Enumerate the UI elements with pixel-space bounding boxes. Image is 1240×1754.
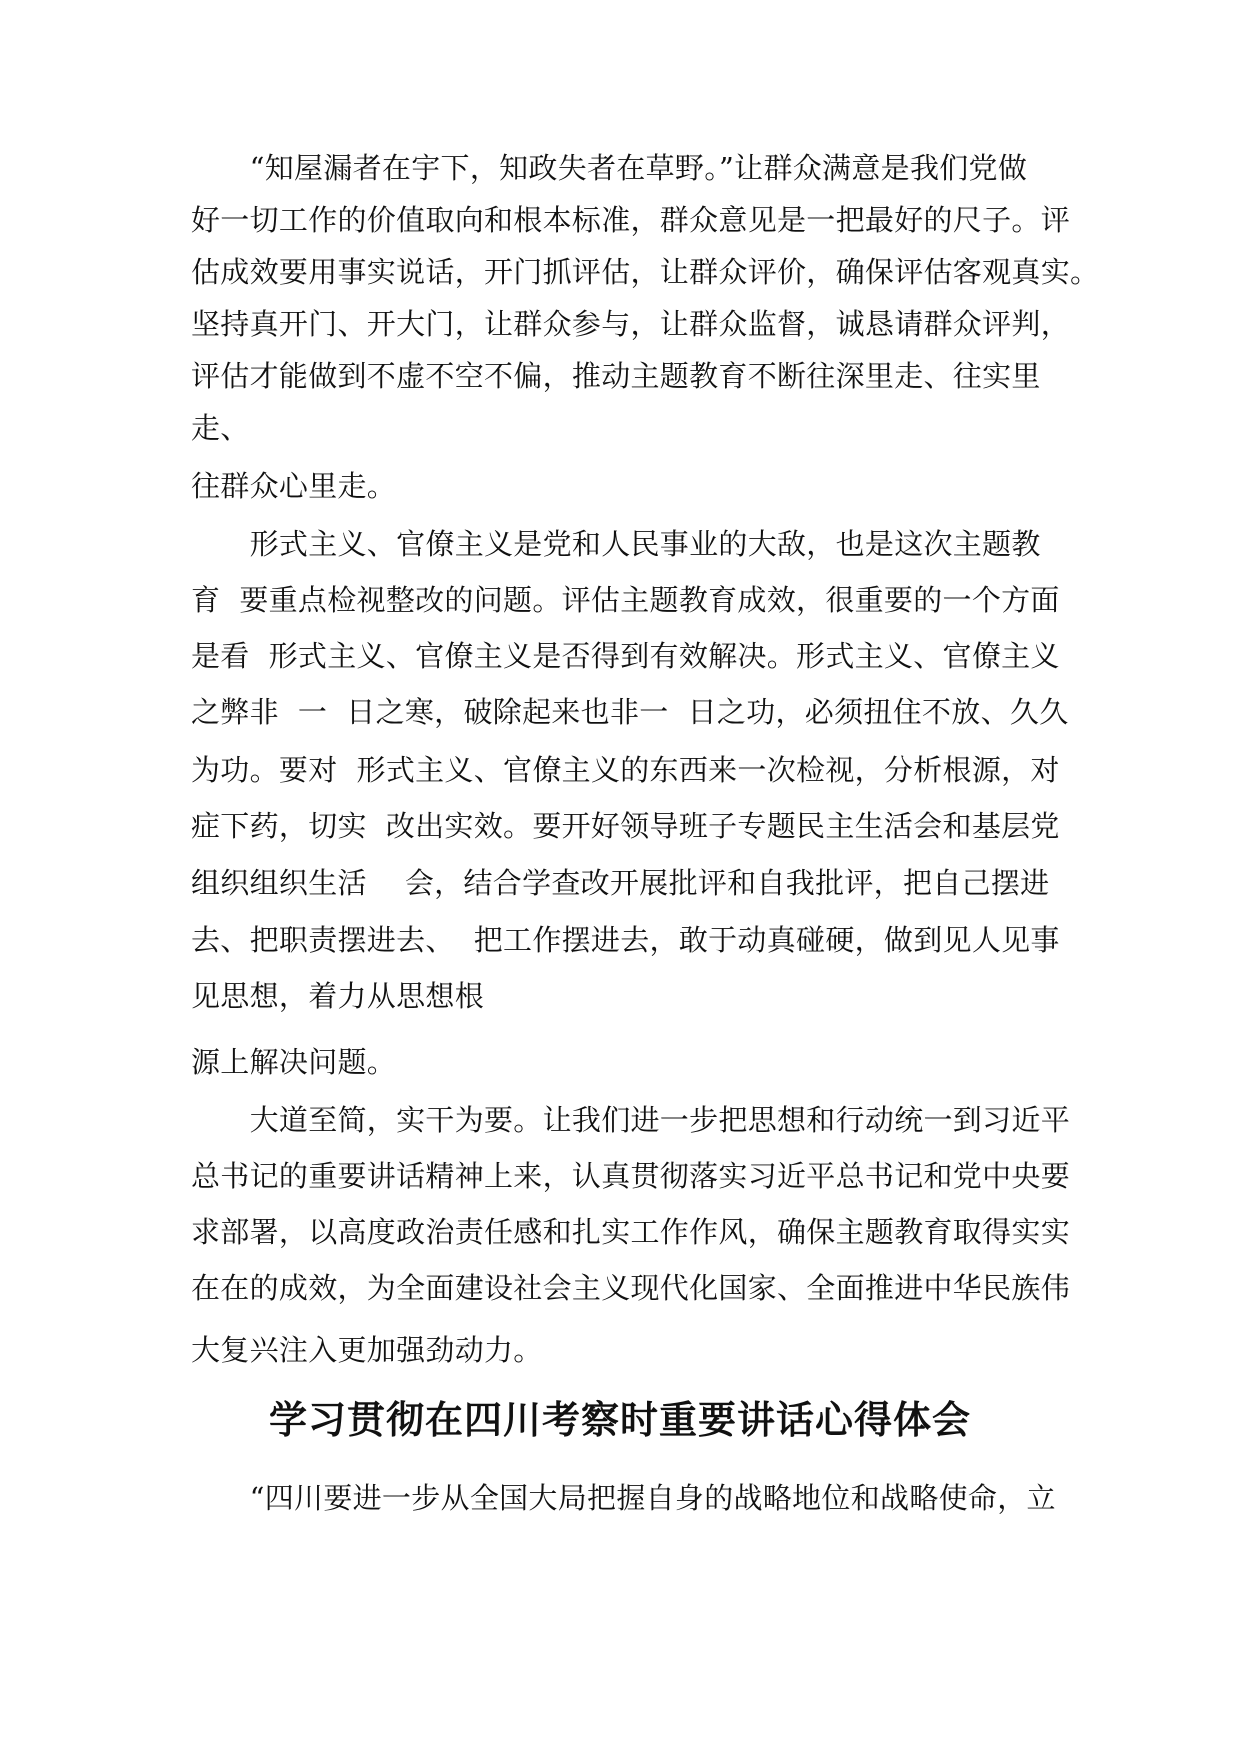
body-text-line: 在在的成效，为全面建设社会主义现代化国家、全面推进中华民族伟: [191, 1271, 1071, 1305]
body-text-line: 是看 形式主义、官僚主义是否得到有效解决。形式主义、官僚主义: [191, 639, 1060, 673]
body-text-line: 大复兴注入更加强劲动力。: [191, 1333, 543, 1367]
body-text-line: 症下药，切实 改出实效。要开好领导班子专题民主生活会和基层党: [191, 809, 1060, 843]
body-text-line: 好一切工作的价值取向和根本标准，群众意见是一把最好的尺子。评: [191, 203, 1071, 237]
body-text-line: 总书记的重要讲话精神上来，认真贯彻落实习近平总书记和党中央要: [191, 1159, 1071, 1193]
body-text-line: 求部署，以高度政治责任感和扎实工作作风，确保主题教育取得实实: [191, 1215, 1071, 1249]
section-heading: 学习贯彻在四川考察时重要讲话心得体会: [268, 1398, 971, 1442]
body-text-line: 坚持真开门、开大门，让群众参与，让群众监督，诚恳请群众评判，: [191, 307, 1071, 341]
body-text-line: 见思想，着力从思想根: [191, 979, 485, 1013]
body-text-line: 走、: [191, 411, 250, 445]
body-text-line: 去、把职责摆进去、 把工作摆进去，敢于动真碰硬，做到见人见事: [191, 923, 1060, 957]
body-text-line: 组织组织生活 会，结合学查改开展批评和自我批评，把自己摆进: [191, 866, 1050, 900]
body-text-line: 为功。要对 形式主义、官僚主义的东西来一次检视，分析根源，对: [191, 753, 1060, 787]
body-text-line: 之弊非 一 日之寒，破除起来也非一 日之功，必须扭住不放、久久: [191, 695, 1069, 729]
body-text-line: 形式主义、官僚主义是党和人民事业的大敌，也是这次主题教: [191, 527, 1041, 561]
body-text-line: 源上解决问题。: [191, 1045, 397, 1079]
body-text-line: 评估才能做到不虚不空不偏，推动主题教育不断往深里走、往实里: [191, 359, 1041, 393]
body-text-line: 大道至简，实干为要。让我们进一步把思想和行动统一到习近平: [191, 1103, 1071, 1137]
body-text-line: 育 要重点检视整改的问题。评估主题教育成效，很重要的一个方面: [191, 583, 1060, 617]
body-text-line: 往群众心里走。: [191, 469, 397, 503]
body-text-line: 估成效要用事实说话，开门抓评估，让群众评价，确保评估客观真实。: [191, 255, 1100, 289]
body-text-line: “知屋漏者在宇下，知政失者在草野。”让群众满意是我们党做: [191, 151, 1028, 185]
body-text-line: “四川要进一步从全国大局把握自身的战略地位和战略使命，立: [191, 1481, 1056, 1515]
